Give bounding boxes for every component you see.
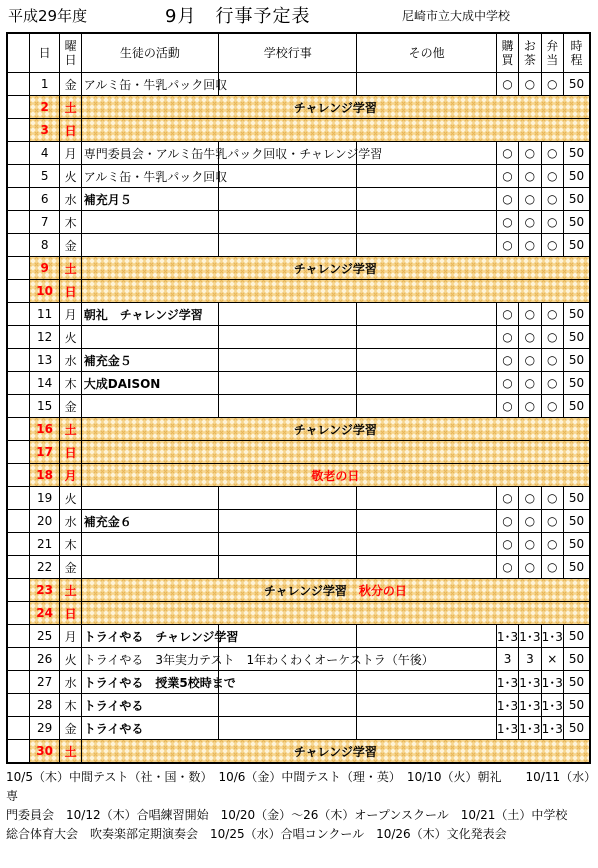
- day-cell: 30: [29, 740, 60, 764]
- school-event-cell: [219, 717, 357, 740]
- schedule-table: [6, 32, 591, 764]
- timetable-cell: 50: [563, 326, 590, 349]
- day-cell: 2: [29, 96, 60, 119]
- other-cell: [357, 372, 496, 395]
- lunch-mark: ○: [541, 303, 563, 326]
- holiday-label-cell: [81, 464, 590, 487]
- timetable-cell: 50: [563, 234, 590, 257]
- row-margin: [7, 648, 29, 671]
- weekday-cell: 土: [60, 257, 81, 280]
- timetable-cell: 50: [563, 694, 590, 717]
- weekday-cell: 金: [60, 717, 81, 740]
- school-event-cell: [219, 326, 357, 349]
- other-cell: [357, 188, 496, 211]
- day-cell: 28: [29, 694, 60, 717]
- tea-mark: ○: [519, 234, 541, 257]
- timetable-cell: 50: [563, 303, 590, 326]
- tea-mark: 1･3: [519, 717, 541, 740]
- table-row: [7, 211, 590, 234]
- holiday-name: 敬老の日: [311, 468, 360, 483]
- day-cell: 10: [29, 280, 60, 303]
- fiscal-year: 平成29年度: [8, 7, 88, 25]
- student-activity-cell: 補充金５: [81, 349, 218, 372]
- timetable-cell: 50: [563, 533, 590, 556]
- table-row: [7, 326, 590, 349]
- day-cell: 15: [29, 395, 60, 418]
- lunch-mark: ○: [541, 349, 563, 372]
- timetable-cell: 50: [563, 556, 590, 579]
- student-activity-cell: 補充金６: [81, 510, 218, 533]
- lunch-mark: ○: [541, 326, 563, 349]
- day-cell: 13: [29, 349, 60, 372]
- tea-mark: ○: [519, 487, 541, 510]
- holiday-row: [7, 464, 590, 487]
- other-cell: [357, 73, 496, 96]
- school-event-cell: [219, 533, 357, 556]
- other-cell: [357, 349, 496, 372]
- lunch-mark: ○: [541, 487, 563, 510]
- row-margin: [7, 533, 29, 556]
- school-event-cell: [219, 671, 357, 694]
- holiday-label-cell: [81, 280, 590, 303]
- day-cell: 17: [29, 441, 60, 464]
- student-activity-cell: トライやる: [81, 717, 218, 740]
- purchase-mark: ○: [496, 188, 518, 211]
- blank-header: [7, 33, 29, 73]
- upcoming-events-note: [6, 768, 594, 844]
- student-activity-cell: アルミ缶・牛乳パック回収: [81, 73, 218, 96]
- school-event-cell: [219, 188, 357, 211]
- other-cell: [357, 165, 496, 188]
- tea-mark: ○: [519, 349, 541, 372]
- row-margin: [7, 487, 29, 510]
- tea-mark: 1･3: [519, 671, 541, 694]
- school-event-cell: [219, 211, 357, 234]
- purchase-mark: ○: [496, 303, 518, 326]
- other-cell: [357, 510, 496, 533]
- lunch-mark: 1･3: [541, 694, 563, 717]
- purchase-mark: 1･3: [496, 717, 518, 740]
- holiday-row: [7, 441, 590, 464]
- weekday-cell: 土: [60, 740, 81, 764]
- day-cell: 20: [29, 510, 60, 533]
- other-cell: [357, 395, 496, 418]
- other-cell: [357, 487, 496, 510]
- lunch-mark: ○: [541, 165, 563, 188]
- timetable-cell: 50: [563, 372, 590, 395]
- day-cell: 1: [29, 73, 60, 96]
- table-row: [7, 349, 590, 372]
- tea-mark: 1･3: [519, 694, 541, 717]
- row-margin: [7, 441, 29, 464]
- page-title: 9月 行事予定表: [165, 6, 311, 27]
- row-margin: [7, 602, 29, 625]
- day-cell: 29: [29, 717, 60, 740]
- holiday-row: [7, 280, 590, 303]
- table-row: [7, 372, 590, 395]
- day-cell: 11: [29, 303, 60, 326]
- day-cell: 8: [29, 234, 60, 257]
- holiday-row: [7, 257, 590, 280]
- other-cell: [357, 303, 496, 326]
- row-margin: [7, 671, 29, 694]
- school-name: 尼崎市立大成中学校: [402, 9, 511, 23]
- other-cell: [357, 671, 496, 694]
- day-cell: 16: [29, 418, 60, 441]
- weekday-cell: 金: [60, 234, 81, 257]
- school-event-cell: [219, 234, 357, 257]
- weekday-cell: 日: [60, 441, 81, 464]
- event-label: チャレンジ学習: [293, 100, 377, 115]
- school-event-cell: [219, 487, 357, 510]
- purchase-mark: 1･3: [496, 625, 518, 648]
- lunch-mark: ×: [541, 648, 563, 671]
- other-cell: [357, 694, 496, 717]
- lunch-mark: ○: [541, 188, 563, 211]
- weekday-cell: 月: [60, 464, 81, 487]
- purchase-mark: ○: [496, 556, 518, 579]
- holiday-label-cell: [81, 119, 590, 142]
- lunch-mark: ○: [541, 142, 563, 165]
- timetable-cell: 50: [563, 73, 590, 96]
- timetable-header: [563, 33, 590, 73]
- weekday-cell: 木: [60, 211, 81, 234]
- tea-mark: ○: [519, 165, 541, 188]
- weekday-cell: 月: [60, 625, 81, 648]
- student-activity-cell: トライやる 授業5校時まで: [81, 671, 218, 694]
- weekday-cell: 土: [60, 579, 81, 602]
- lunch-header-label: 弁当: [546, 39, 559, 67]
- purchase-mark: ○: [496, 395, 518, 418]
- purchase-mark: 1･3: [496, 671, 518, 694]
- weekday-cell: 日: [60, 119, 81, 142]
- weekday-cell: 火: [60, 165, 81, 188]
- row-margin: [7, 349, 29, 372]
- row-margin: [7, 625, 29, 648]
- purchase-mark: 3: [496, 648, 518, 671]
- day-cell: 19: [29, 487, 60, 510]
- tea-mark: ○: [519, 142, 541, 165]
- holiday-row: [7, 602, 590, 625]
- row-margin: [7, 142, 29, 165]
- row-margin: [7, 740, 29, 764]
- holiday-label-cell: [81, 418, 590, 441]
- row-margin: [7, 303, 29, 326]
- lunch-mark: ○: [541, 510, 563, 533]
- holiday-label-cell: [81, 602, 590, 625]
- weekday-cell: 水: [60, 510, 81, 533]
- weekday-cell: 月: [60, 303, 81, 326]
- school-event-cell: [219, 165, 357, 188]
- timetable-cell: 50: [563, 349, 590, 372]
- day-cell: 12: [29, 326, 60, 349]
- day-cell: 21: [29, 533, 60, 556]
- student-activity-cell: アルミ缶・牛乳パック回収: [81, 165, 218, 188]
- weekday-cell: 土: [60, 96, 81, 119]
- tea-mark: ○: [519, 533, 541, 556]
- purchase-mark: 1･3: [496, 694, 518, 717]
- weekday-header: [60, 33, 81, 73]
- timetable-cell: 50: [563, 671, 590, 694]
- note-line: 総合体育大会 吹奏楽部定期演奏会 10/25（水）合唱コンクール 10/26（木）文化発表会: [6, 827, 507, 841]
- student-activity-cell: 朝礼 チャレンジ学習: [81, 303, 218, 326]
- student-activity-cell: 補充月５: [81, 188, 218, 211]
- table-row: [7, 165, 590, 188]
- lunch-mark: 1･3: [541, 671, 563, 694]
- day-cell: 25: [29, 625, 60, 648]
- event-label: チャレンジ学習: [263, 583, 347, 598]
- table-row: [7, 556, 590, 579]
- table-row: [7, 234, 590, 257]
- timetable-cell: 50: [563, 625, 590, 648]
- tea-header: [519, 33, 541, 73]
- table-row: [7, 73, 590, 96]
- lunch-mark: ○: [541, 395, 563, 418]
- weekday-cell: 金: [60, 556, 81, 579]
- student-activity-cell: トライやる 3年実力テスト 1年わくわくオーケストラ（午後）: [81, 648, 218, 671]
- day-cell: 24: [29, 602, 60, 625]
- day-cell: 27: [29, 671, 60, 694]
- row-margin: [7, 579, 29, 602]
- holiday-label-cell: [81, 579, 590, 602]
- purchase-header: [496, 33, 518, 73]
- weekday-cell: 木: [60, 533, 81, 556]
- tea-mark: ○: [519, 395, 541, 418]
- table-row: [7, 487, 590, 510]
- table-row: [7, 648, 590, 671]
- timetable-cell: 50: [563, 717, 590, 740]
- student-activity-cell: [81, 211, 218, 234]
- student-activity-cell: [81, 487, 218, 510]
- weekday-cell: 月: [60, 142, 81, 165]
- holiday-name: 秋分の日: [358, 583, 407, 598]
- holiday-label-cell: [81, 441, 590, 464]
- page-header: [0, 0, 598, 30]
- table-row: [7, 717, 590, 740]
- weekday-cell: 水: [60, 188, 81, 211]
- weekday-header-label: 曜日: [64, 39, 77, 67]
- table-row: [7, 694, 590, 717]
- row-margin: [7, 73, 29, 96]
- tea-mark: ○: [519, 326, 541, 349]
- other-cell: [357, 625, 496, 648]
- lunch-mark: ○: [541, 73, 563, 96]
- day-cell: 18: [29, 464, 60, 487]
- student-activity-cell: 大成DAISON: [81, 372, 218, 395]
- timetable-cell: 50: [563, 188, 590, 211]
- lunch-mark: ○: [541, 372, 563, 395]
- other-cell: [357, 326, 496, 349]
- timetable-cell: 50: [563, 648, 590, 671]
- note-line: 門委員会 10/12（木）合唱練習開始 10/20（金）～26（木）オープンスクール 10/21（土）中学校: [6, 808, 568, 822]
- student-activity-cell: [81, 395, 218, 418]
- purchase-mark: ○: [496, 372, 518, 395]
- school-event-cell: [219, 73, 357, 96]
- purchase-mark: ○: [496, 234, 518, 257]
- purchase-mark: ○: [496, 73, 518, 96]
- timetable-cell: 50: [563, 487, 590, 510]
- student-activity-header: 生徒の活動: [81, 33, 218, 73]
- tea-mark: ○: [519, 556, 541, 579]
- student-activity-cell: 専門委員会・アルミ缶牛乳パック回収・チャレンジ学習: [81, 142, 218, 165]
- day-cell: 6: [29, 188, 60, 211]
- row-margin: [7, 510, 29, 533]
- table-row: [7, 142, 590, 165]
- weekday-cell: 金: [60, 395, 81, 418]
- tea-mark: 1･3: [519, 625, 541, 648]
- other-cell: [357, 211, 496, 234]
- day-header: 日: [29, 33, 60, 73]
- weekday-cell: 土: [60, 418, 81, 441]
- student-activity-cell: トライやる チャレンジ学習: [81, 625, 218, 648]
- table-row: [7, 303, 590, 326]
- tea-mark: 3: [519, 648, 541, 671]
- purchase-mark: ○: [496, 510, 518, 533]
- table-row: [7, 395, 590, 418]
- purchase-mark: ○: [496, 533, 518, 556]
- purchase-mark: ○: [496, 142, 518, 165]
- weekday-cell: 火: [60, 326, 81, 349]
- day-cell: 4: [29, 142, 60, 165]
- lunch-header: [541, 33, 563, 73]
- other-cell: [357, 717, 496, 740]
- purchase-mark: ○: [496, 487, 518, 510]
- weekday-cell: 日: [60, 602, 81, 625]
- tea-mark: ○: [519, 303, 541, 326]
- purchase-mark: ○: [496, 165, 518, 188]
- row-margin: [7, 280, 29, 303]
- header-row: [7, 33, 590, 73]
- weekday-cell: 水: [60, 349, 81, 372]
- student-activity-cell: [81, 326, 218, 349]
- day-cell: 5: [29, 165, 60, 188]
- weekday-cell: 日: [60, 280, 81, 303]
- row-margin: [7, 188, 29, 211]
- tea-mark: ○: [519, 211, 541, 234]
- other-cell: [357, 234, 496, 257]
- school-event-header: 学校行事: [219, 33, 357, 73]
- row-margin: [7, 119, 29, 142]
- other-header: その他: [357, 33, 496, 73]
- day-cell: 22: [29, 556, 60, 579]
- timetable-cell: 50: [563, 165, 590, 188]
- weekday-cell: 火: [60, 487, 81, 510]
- purchase-header-label: 購買: [501, 39, 514, 67]
- lunch-mark: 1･3: [541, 625, 563, 648]
- row-margin: [7, 211, 29, 234]
- school-event-cell: [219, 349, 357, 372]
- weekday-cell: 木: [60, 372, 81, 395]
- purchase-mark: ○: [496, 211, 518, 234]
- tea-mark: ○: [519, 188, 541, 211]
- row-margin: [7, 326, 29, 349]
- holiday-row: [7, 96, 590, 119]
- table-row: [7, 533, 590, 556]
- holiday-label-cell: [81, 257, 590, 280]
- row-margin: [7, 418, 29, 441]
- holiday-row: [7, 579, 590, 602]
- other-cell: [357, 556, 496, 579]
- holiday-label-cell: [81, 740, 590, 764]
- timetable-header-label: 時程: [570, 39, 583, 67]
- row-margin: [7, 556, 29, 579]
- table-row: [7, 625, 590, 648]
- holiday-row: [7, 740, 590, 764]
- day-cell: 7: [29, 211, 60, 234]
- day-cell: 14: [29, 372, 60, 395]
- holiday-row: [7, 418, 590, 441]
- schedule-body: [7, 73, 590, 764]
- purchase-mark: ○: [496, 349, 518, 372]
- timetable-cell: 50: [563, 142, 590, 165]
- day-cell: 23: [29, 579, 60, 602]
- weekday-cell: 水: [60, 671, 81, 694]
- row-margin: [7, 464, 29, 487]
- school-event-cell: [219, 625, 357, 648]
- lunch-mark: ○: [541, 234, 563, 257]
- weekday-cell: 木: [60, 694, 81, 717]
- purchase-mark: ○: [496, 326, 518, 349]
- lunch-mark: 1･3: [541, 717, 563, 740]
- row-margin: [7, 372, 29, 395]
- school-event-cell: [219, 556, 357, 579]
- table-row: [7, 188, 590, 211]
- timetable-cell: 50: [563, 510, 590, 533]
- day-cell: 9: [29, 257, 60, 280]
- school-event-cell: [219, 303, 357, 326]
- student-activity-cell: [81, 533, 218, 556]
- school-event-cell: [219, 510, 357, 533]
- table-row: [7, 671, 590, 694]
- row-margin: [7, 257, 29, 280]
- weekday-cell: 火: [60, 648, 81, 671]
- row-margin: [7, 96, 29, 119]
- student-activity-cell: [81, 556, 218, 579]
- row-margin: [7, 717, 29, 740]
- student-activity-cell: トライやる: [81, 694, 218, 717]
- row-margin: [7, 694, 29, 717]
- tea-header-label: お茶: [523, 39, 536, 67]
- lunch-mark: ○: [541, 556, 563, 579]
- row-margin: [7, 395, 29, 418]
- lunch-mark: ○: [541, 211, 563, 234]
- event-label: チャレンジ学習: [293, 744, 377, 759]
- lunch-mark: ○: [541, 533, 563, 556]
- weekday-cell: 金: [60, 73, 81, 96]
- other-cell: [357, 533, 496, 556]
- school-event-cell: [219, 372, 357, 395]
- holiday-row: [7, 119, 590, 142]
- holiday-label-cell: [81, 96, 590, 119]
- event-label: チャレンジ学習: [293, 422, 377, 437]
- tea-mark: ○: [519, 372, 541, 395]
- timetable-cell: 50: [563, 395, 590, 418]
- table-row: [7, 510, 590, 533]
- event-label: チャレンジ学習: [293, 261, 377, 276]
- day-cell: 3: [29, 119, 60, 142]
- day-cell: 26: [29, 648, 60, 671]
- tea-mark: ○: [519, 510, 541, 533]
- note-line: 10/5（木）中間テスト（社・国・数） 10/6（金）中間テスト（理・英） 10/10（火）朝礼 10/11（水）専: [6, 770, 591, 803]
- tea-mark: ○: [519, 73, 541, 96]
- row-margin: [7, 165, 29, 188]
- school-event-cell: [219, 694, 357, 717]
- timetable-cell: 50: [563, 211, 590, 234]
- school-event-cell: [219, 395, 357, 418]
- student-activity-cell: [81, 234, 218, 257]
- row-margin: [7, 234, 29, 257]
